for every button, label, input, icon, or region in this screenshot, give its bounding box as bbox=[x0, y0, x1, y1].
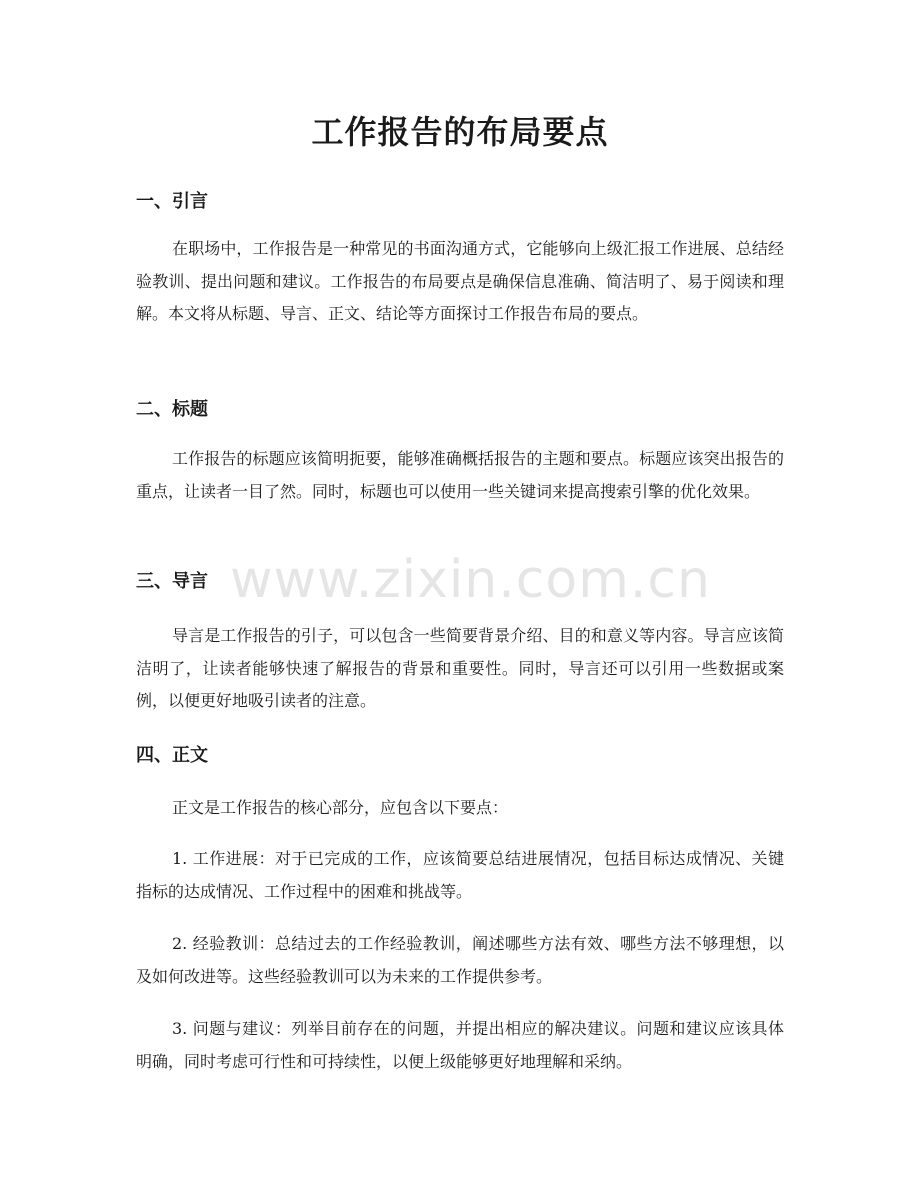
body-point-lessons: 2. 经验教训：总结过去的工作经验教训，阐述哪些方法有效、哪些方法不够理想，以及如何改进等。这些经验教训可以为未来的工作提供参考。 bbox=[136, 934, 784, 986]
section-heading-title: 二、标题 bbox=[136, 399, 208, 420]
section-heading-introduction: 一、引言 bbox=[136, 191, 208, 212]
introduction-paragraph: 在职场中，工作报告是一种常见的书面沟通方式，它能够向上级汇报工作进展、总结经验教训、提出问题和建议。工作报告的布局要点是确保信息准确、简洁明了、易于阅读和理解。本文将从标题、导言、正文、结论等方面探讨工作报告布局的要点。 bbox=[136, 239, 784, 323]
watermark-text: www.zixin.com.cn bbox=[230, 550, 711, 610]
preface-paragraph: 导言是工作报告的引子，可以包含一些简要背景介绍、目的和意义等内容。导言应该简洁明了，让读者能够快速了解报告的背景和重要性。同时，导言还可以引用一些数据或案例，以便更好地吸引读者的注意。 bbox=[136, 626, 784, 710]
title-paragraph: 工作报告的标题应该简明扼要，能够准确概括报告的主题和要点。标题应该突出报告的重点，让读者一目了然。同时，标题也可以使用一些关键词来提高搜索引擎的优化效果。 bbox=[136, 449, 784, 501]
section-heading-preface: 三、导言 bbox=[136, 571, 208, 592]
body-intro-paragraph: 正文是工作报告的核心部分，应包含以下要点： bbox=[172, 798, 509, 817]
body-point-progress: 1. 工作进展：对于已完成的工作，应该简要总结进展情况，包括目标达成情况、关键指标的达成情况、工作过程中的困难和挑战等。 bbox=[136, 849, 784, 901]
document-title: 工作报告的布局要点 bbox=[311, 113, 609, 151]
section-heading-body: 四、正文 bbox=[136, 745, 208, 766]
body-point-issues: 3. 问题与建议：列举目前存在的问题，并提出相应的解决建议。问题和建议应该具体明确，同时考虑可行性和可持续性，以便上级能够更好地理解和采纳。 bbox=[136, 1019, 784, 1071]
